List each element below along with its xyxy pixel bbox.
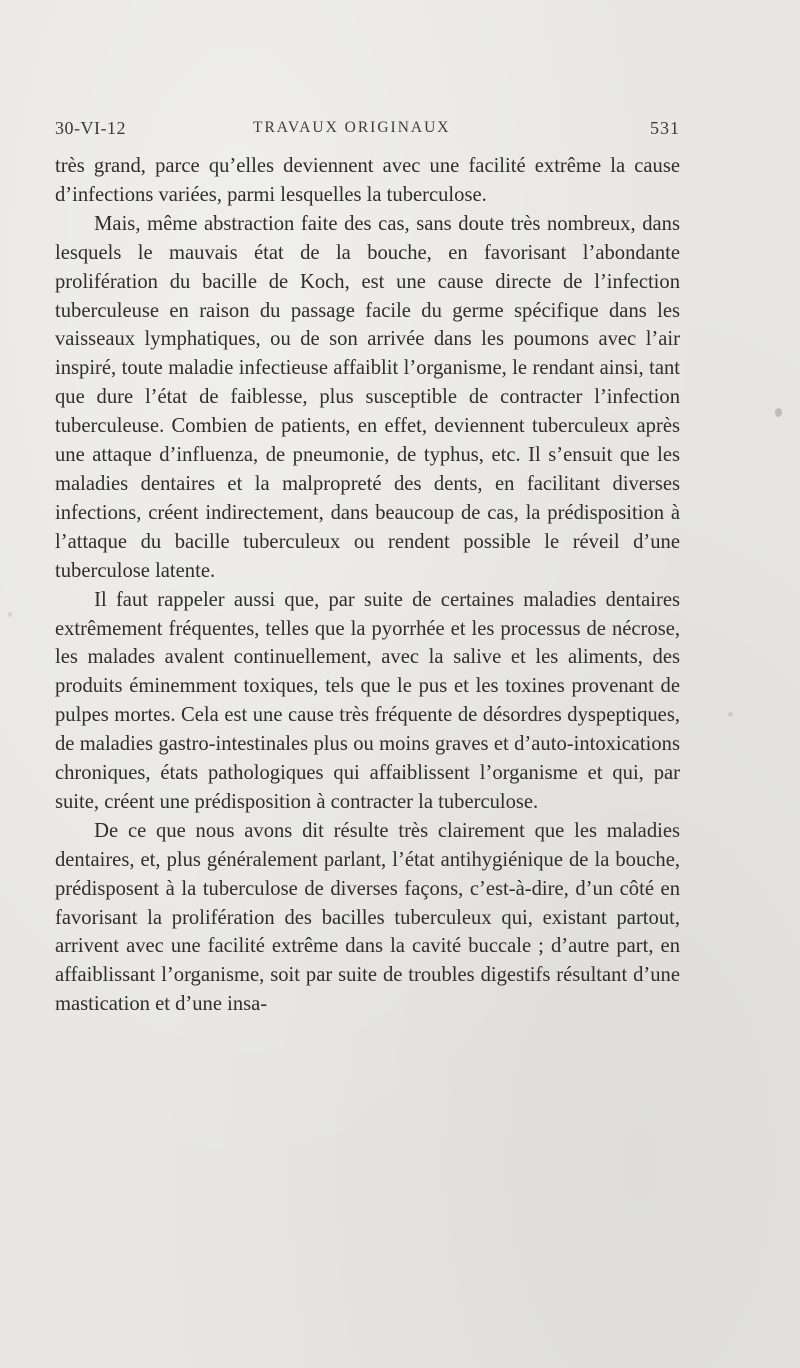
running-header bbox=[55, 118, 680, 142]
issue-date: 30-VI-12 bbox=[55, 118, 126, 138]
paragraph-4: De ce que nous avons dit résulte très clairement que les maladies dentaires, et, plus généralement parlant, l’état antihygiénique de la bouche, prédisposent à la tuberculose de diverses façons, c’est-à-dire, d’un côté en favorisant la prolifération des bacilles tuberculeux qui, existant partout, arrivent avec une facilité extrême dans la cavité buccale ; d’autre part, en affaiblissant l’organisme, soit par suite de troubles digestifs résultant d’une mastication et d’une insa- bbox=[55, 819, 680, 1016]
paper-speck bbox=[728, 712, 733, 717]
paper-speck bbox=[8, 612, 12, 617]
paper-speck bbox=[775, 408, 782, 417]
body-text bbox=[55, 152, 680, 1019]
paragraph-1: très grand, parce qu’elles deviennent avec une facilité extrême la cause d’infections variées, parmi lesquelles la tuberculose. bbox=[55, 155, 680, 206]
paragraph-3: Il faut rappeler aussi que, par suite de certaines maladies dentaires extrêmement fréquentes, telles que la pyorrhée et les processus de nécrose, les malades avalent continuellement, avec la salive et les aliments, des produits éminemment toxiques, tels que le pus et les toxines provenant de pulpes mortes. Cela est une cause très fréquente de désordres dyspeptiques, de maladies gastro-intestinales plus ou moins graves et d’auto-intoxications chroniques, états pathologiques qui affaiblissent l’organisme et qui, par suite, créent une prédisposition à contracter la tuberculose. bbox=[55, 588, 680, 813]
paragraph-2: Mais, même abstraction faite des cas, sans doute très nombreux, dans lesquels le mauvais état de la bouche, en favorisant l’abondante prolifération du bacille de Koch, est une cause directe de l’infection tuberculeuse en raison du passage facile du germe spécifique dans les vaisseaux lymphatiques, ou de son arrivée dans les poumons avec l’air inspiré, toute maladie infectieuse affaiblit l’organisme, le rendant ainsi, tant que dure l’état de faiblesse, plus susceptible de contracter l’infection tuberculeuse. Combien de patients, en effet, deviennent tuberculeux après une attaque d’influenza, de pneumonie, de typhus, etc. Il s’ensuit que les maladies dentaires et la malpropreté des dents, en facilitant diverses infections, créent indirectement, dans beaucoup de cas, la prédisposition à l’attaque du bacille tuberculeux ou rendent possible le réveil d’une tuberculose latente. bbox=[55, 212, 680, 582]
running-title: TRAVAUX ORIGINAUX bbox=[253, 119, 451, 136]
page-number: 531 bbox=[650, 118, 680, 138]
